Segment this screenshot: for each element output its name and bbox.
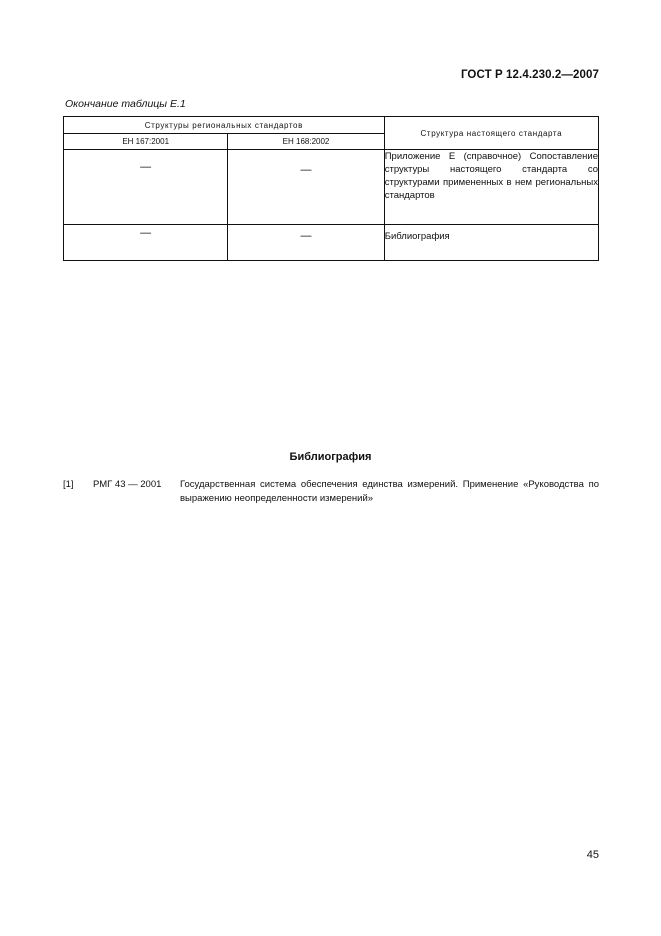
cell-current: Библиография	[384, 225, 598, 261]
cell-en168: —	[228, 150, 384, 225]
bibliography-title: Библиография	[289, 451, 372, 463]
subheader-en168: ЕН 168:2002	[228, 134, 384, 150]
cell-current: Приложение Е (справочное) Сопоставление структуры настоящего стандарта со структурами примененных в нем региональных стандартов	[384, 150, 598, 225]
comparison-table	[63, 116, 599, 261]
standard-header: ГОСТ Р 12.4.230.2—2007	[460, 69, 599, 81]
cell-en168: —	[228, 225, 384, 261]
table-caption: Окончание таблицы Е.1	[65, 98, 186, 110]
reference-number: [1]	[63, 479, 74, 490]
cell-en167: —	[64, 150, 228, 225]
cell-en167: —	[64, 225, 228, 261]
page-number: 45	[586, 849, 599, 861]
table-row	[64, 150, 599, 225]
reference-text: Государственная система обеспечения единства измерений. Применение «Руководства по выражению неопределенности измерений»	[180, 479, 599, 504]
reference-code: РМГ 43 — 2001	[93, 479, 162, 490]
table-row	[64, 225, 599, 261]
subheader-en167: ЕН 167:2001	[64, 134, 228, 150]
header-current-structure: Структура настоящего стандарта	[384, 117, 598, 150]
header-regional-structures: Структуры региональных стандартов	[64, 117, 385, 134]
